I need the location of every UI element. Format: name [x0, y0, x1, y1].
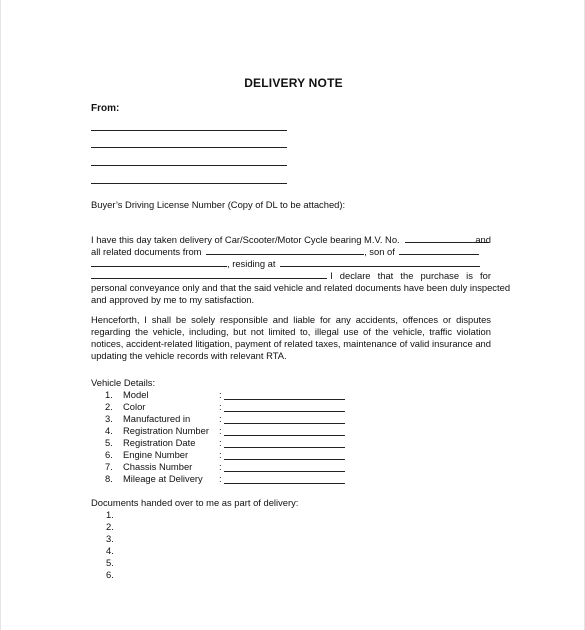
vehicle-detail-label: Engine Number [123, 449, 189, 460]
vehicle-detail-number: 7. [105, 461, 113, 472]
address-blank-cont [91, 270, 327, 279]
vehicle-detail-number: 2. [105, 401, 113, 412]
vehicle-detail-number: 6. [105, 449, 113, 460]
document-title: DELIVERY NOTE [244, 76, 343, 90]
para1-line-5: personal conveyance only and that the said vehicle and related documents have been duly inspected [91, 282, 511, 293]
vehicle-detail-colon: : [219, 401, 222, 412]
seller-name-blank [206, 246, 364, 255]
vehicle-detail-colon: : [219, 437, 222, 448]
para1-line-3 [91, 258, 491, 270]
vehicle-detail-blank [224, 411, 345, 412]
vehicle-detail-colon: : [219, 473, 222, 484]
father-name-blank [399, 246, 479, 255]
father-name-blank-cont [91, 258, 227, 267]
vehicle-detail-label: Registration Number [123, 425, 209, 436]
from-label: From: [91, 103, 120, 114]
para1-line-6: and approved by me to my satisfaction. [91, 294, 255, 305]
address-blank [280, 258, 480, 267]
para1-text: , son of [364, 246, 395, 257]
vehicle-details-heading: Vehicle Details: [91, 377, 156, 388]
license-number-label: Buyer’s Driving License Number (Copy of DL to be attached): [91, 199, 346, 210]
vehicle-detail-label: Color [123, 401, 146, 412]
vehicle-detail-number: 3. [105, 413, 113, 424]
liability-paragraph: Henceforth, I shall be solely responsible and liable for any accidents, offences or disputes regarding the vehicle, including, but not limited to, illegal use of the vehicle, traffic violation notices, accident-related litigation, payment of related taxes, maintenance of valid insurance and updating the vehicle records with relevant RTA. [91, 314, 491, 361]
para1-text: all related documents from [91, 246, 202, 257]
para1-line-2 [91, 246, 491, 258]
vehicle-detail-label: Manufactured in [123, 413, 191, 424]
para1-text: . I declare that the purchase is for [320, 270, 491, 281]
para1-line-4 [91, 270, 491, 282]
vehicle-detail-colon: : [219, 425, 222, 436]
vehicle-detail-number: 8. [105, 473, 113, 484]
para1-text: I have this day taken delivery of Car/Scooter/Motor Cycle bearing M.V. No. [91, 234, 400, 245]
from-address-line-1 [91, 130, 287, 131]
document-list-item: 4. [106, 545, 114, 556]
vehicle-detail-colon: : [219, 449, 222, 460]
vehicle-detail-label: Registration Date [123, 437, 196, 448]
vehicle-detail-label: Mileage at Delivery [123, 473, 203, 484]
document-list-item: 3. [106, 533, 114, 544]
vehicle-detail-blank [224, 471, 345, 472]
from-address-line-4 [91, 183, 287, 184]
document-list-item: 5. [106, 557, 114, 568]
vehicle-detail-number: 1. [105, 389, 113, 400]
document-list-item: 2. [106, 521, 114, 532]
documents-heading: Documents handed over to me as part of delivery: [91, 497, 299, 508]
vehicle-detail-number: 4. [105, 425, 113, 436]
document-list-item: 6. [106, 569, 114, 580]
para1-text: , residing at [227, 258, 276, 269]
vehicle-detail-blank [224, 399, 345, 400]
vehicle-detail-blank [224, 447, 345, 448]
vehicle-detail-number: 5. [105, 437, 113, 448]
vehicle-detail-colon: : [219, 413, 222, 424]
vehicle-detail-colon: : [219, 389, 222, 400]
document-list-item: 1. [106, 509, 114, 520]
vehicle-detail-blank [224, 483, 345, 484]
para1-line-1 [91, 234, 491, 246]
para1-text: and [475, 234, 491, 245]
vehicle-detail-blank [224, 459, 345, 460]
from-address-line-3 [91, 165, 287, 166]
vehicle-detail-blank [224, 435, 345, 436]
vehicle-detail-label: Model [123, 389, 149, 400]
from-address-line-2 [91, 147, 287, 148]
vehicle-detail-label: Chassis Number [123, 461, 193, 472]
vehicle-detail-blank [224, 423, 345, 424]
vehicle-detail-colon: : [219, 461, 222, 472]
